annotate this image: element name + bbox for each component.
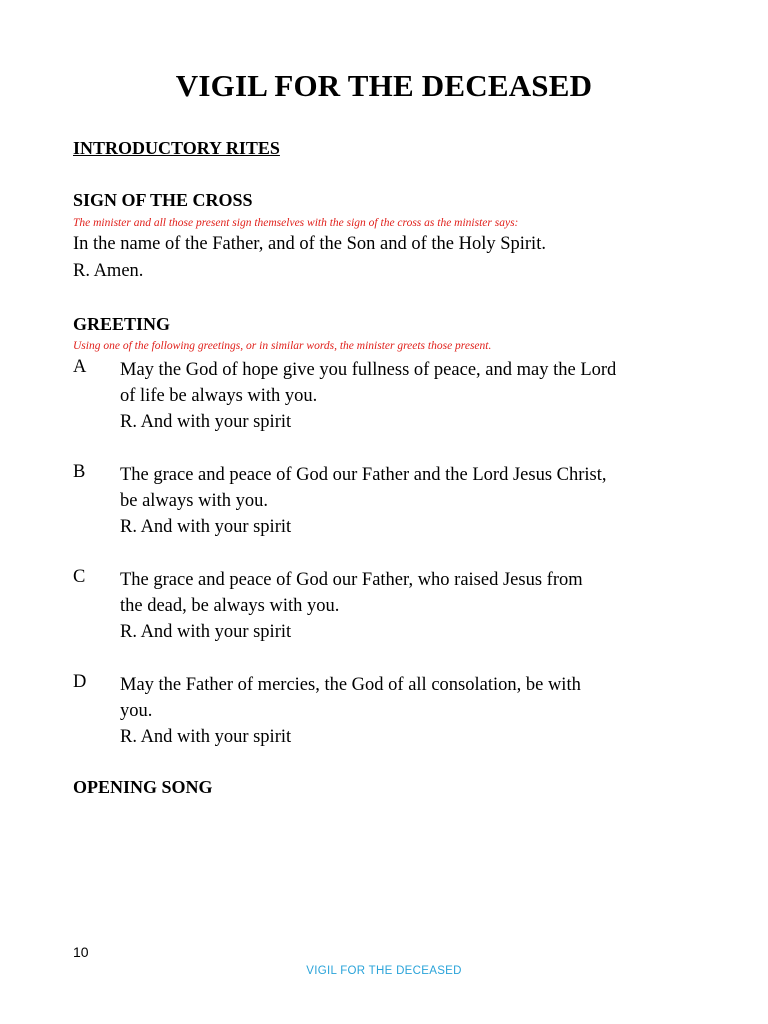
- greeting-option-text: [120, 462, 710, 540]
- greeting-option-text: [120, 357, 710, 435]
- greeting-option-line: May the Father of mercies, the God of all consolation, be with: [120, 675, 581, 695]
- sign-of-cross-text: In the name of the Father, and of the Son and of the Holy Spirit.: [73, 234, 546, 254]
- greeting-option-line: be always with you.: [120, 491, 268, 511]
- greeting-option-letter: D: [73, 672, 87, 692]
- greeting-option-line: The grace and peace of God our Father, who raised Jesus from: [120, 570, 583, 590]
- greeting-option-response: R. And with your spirit: [120, 622, 292, 642]
- greeting-option-letter: C: [73, 567, 86, 587]
- greeting-option-response: R. And with your spirit: [120, 412, 292, 432]
- page-footer: VIGIL FOR THE DECEASED: [306, 965, 462, 977]
- greeting-option-line: of life be always with you.: [120, 386, 318, 406]
- page-title: VIGIL FOR THE DECEASED: [175, 68, 593, 103]
- greeting-option-line: May the God of hope give you fullness of peace, and may the Lord: [120, 360, 617, 380]
- greeting-option-letter: B: [73, 462, 86, 482]
- rubric-sign-of-the-cross: The minister and all those present sign themselves with the sign of the cross as the minister says:: [73, 217, 519, 229]
- greeting-option-response: R. And with your spirit: [120, 517, 292, 537]
- greeting-option-text: [120, 567, 710, 645]
- page-number: 10: [73, 944, 89, 960]
- heading-sign-of-the-cross: SIGN OF THE CROSS: [73, 190, 253, 210]
- section-heading-introductory-rites: INTRODUCTORY RITES: [73, 138, 280, 158]
- greeting-option-line: you.: [120, 701, 153, 721]
- greeting-option-response: R. And with your spirit: [120, 727, 292, 747]
- greeting-option-line: the dead, be always with you.: [120, 596, 340, 616]
- sign-of-cross-response: R. Amen.: [73, 261, 144, 281]
- greeting-option-line: The grace and peace of God our Father and the Lord Jesus Christ,: [120, 465, 607, 485]
- heading-greeting: GREETING: [73, 314, 171, 334]
- greeting-option-letter: A: [73, 357, 87, 377]
- rubric-greeting: Using one of the following greetings, or in similar words, the minister greets those present.: [73, 340, 492, 352]
- heading-opening-song: OPENING SONG: [73, 777, 213, 797]
- greeting-option-text: [120, 672, 710, 750]
